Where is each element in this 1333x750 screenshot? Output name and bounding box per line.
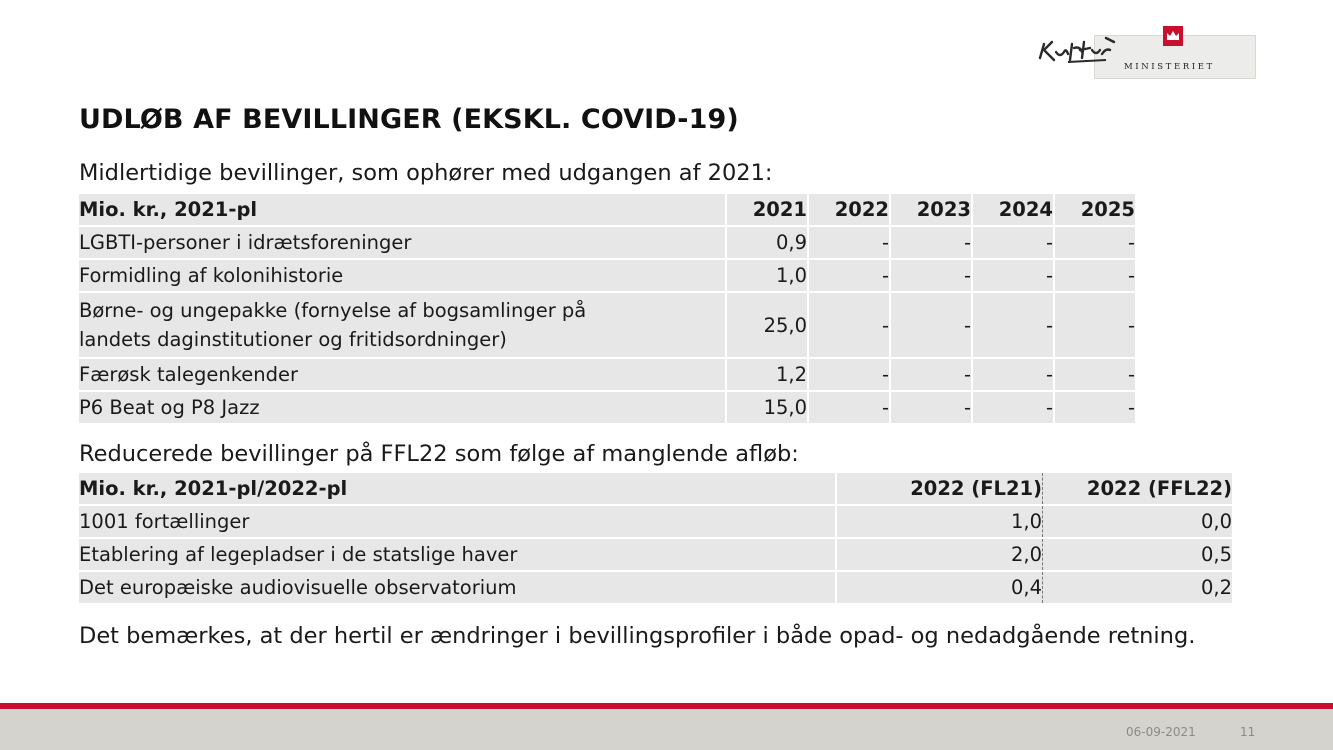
table-row	[79, 571, 1232, 604]
cell-value: 0,9	[726, 226, 808, 259]
cell-value: -	[972, 259, 1054, 292]
footnote-text: Det bemærkes, at der hertil er ændringer i bevillingsprofiler i både opad- og nedadgående retning.	[79, 623, 1196, 649]
cell-value: 0,2	[1043, 571, 1233, 604]
row-label: Etablering af legepladser i de statslige haver	[79, 538, 836, 571]
cell-value: -	[808, 226, 890, 259]
reduced-appropriations-table	[79, 473, 1232, 605]
cell-value: 1,0	[726, 259, 808, 292]
cell-value: -	[890, 259, 972, 292]
footer-date: 06-09-2021	[1126, 725, 1196, 739]
row-label-line: landets daginstitutioner og fritidsordninger)	[79, 328, 507, 351]
cell-value: 2,0	[836, 538, 1043, 571]
row-label	[79, 292, 726, 358]
table-header-row	[79, 473, 1232, 505]
cell-value: -	[890, 226, 972, 259]
cell-value: -	[808, 292, 890, 358]
page-number: 11	[1240, 725, 1256, 739]
cell-value: -	[890, 358, 972, 391]
column-header-fl21: 2022 (FL21)	[836, 473, 1043, 505]
row-label: P6 Beat og P8 Jazz	[79, 391, 726, 424]
cell-value: -	[972, 226, 1054, 259]
ministry-logo	[1036, 24, 1256, 80]
cell-value: -	[808, 259, 890, 292]
column-header-2023: 2023	[890, 194, 972, 226]
cell-value: -	[972, 391, 1054, 424]
section2-intro: Reducerede bevillinger på FFL22 som følge af manglende afløb:	[79, 441, 799, 467]
table-row	[79, 292, 1135, 358]
column-header-ffl22: 2022 (FFL22)	[1043, 473, 1233, 505]
cell-value: -	[972, 358, 1054, 391]
cell-value: 1,0	[836, 505, 1043, 538]
cell-value: -	[972, 292, 1054, 358]
temporary-appropriations-table	[79, 194, 1135, 425]
cell-value: 0,4	[836, 571, 1043, 604]
cell-value: 0,5	[1043, 538, 1233, 571]
cell-value: 0,0	[1043, 505, 1233, 538]
column-header-2025: 2025	[1054, 194, 1135, 226]
column-header-2021: 2021	[726, 194, 808, 226]
cell-value: -	[890, 292, 972, 358]
cell-value: -	[1054, 292, 1135, 358]
table-row	[79, 259, 1135, 292]
cell-value: 25,0	[726, 292, 808, 358]
page-title: UDLØB AF BEVILLINGER (EKSKL. COVID-19)	[79, 104, 739, 135]
row-label: Det europæiske audiovisuelle observatorium	[79, 571, 836, 604]
cell-value: 1,2	[726, 358, 808, 391]
table-row	[79, 538, 1232, 571]
cell-value: -	[1054, 391, 1135, 424]
column-header-label: Mio. kr., 2021-pl	[79, 194, 726, 226]
row-label: LGBTI-personer i idrætsforeninger	[79, 226, 726, 259]
cell-value: -	[808, 358, 890, 391]
logo-subtitle: MINISTERIET	[1124, 62, 1215, 72]
column-header-label: Mio. kr., 2021-pl/2022-pl	[79, 473, 836, 505]
row-label: Færøsk talegenkender	[79, 358, 726, 391]
section1-intro: Midlertidige bevillinger, som ophører med udgangen af 2021:	[79, 160, 773, 186]
cell-value: 15,0	[726, 391, 808, 424]
table-row	[79, 358, 1135, 391]
cell-value: -	[1054, 226, 1135, 259]
row-label: Formidling af kolonihistorie	[79, 259, 726, 292]
table-row	[79, 391, 1135, 424]
row-label: 1001 fortællinger	[79, 505, 836, 538]
cell-value: -	[1054, 259, 1135, 292]
cell-value: -	[808, 391, 890, 424]
cell-value: -	[890, 391, 972, 424]
cell-value: -	[1054, 358, 1135, 391]
table-header-row	[79, 194, 1135, 226]
row-label-line: Børne- og ungepakke (fornyelse af bogsamlinger på	[79, 299, 587, 322]
column-header-2022: 2022	[808, 194, 890, 226]
column-header-2024: 2024	[972, 194, 1054, 226]
table-row	[79, 226, 1135, 259]
table-row	[79, 505, 1232, 538]
